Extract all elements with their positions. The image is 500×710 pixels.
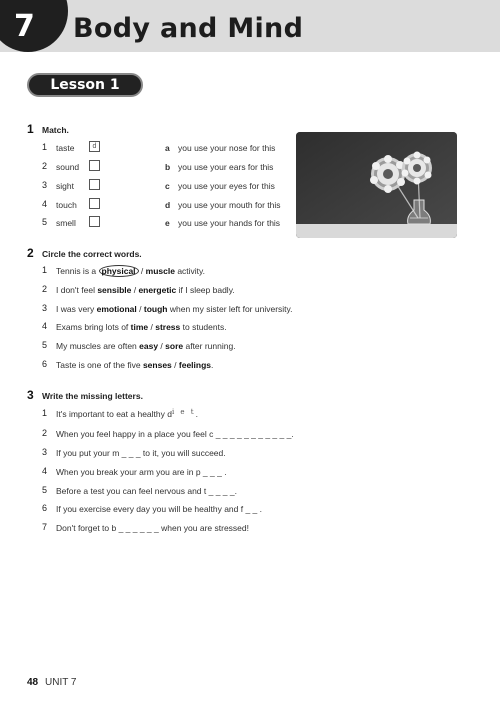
- answer-box[interactable]: d: [89, 141, 100, 152]
- sentence: [56, 266, 205, 276]
- item-number: 1: [42, 265, 48, 275]
- word-option[interactable]: sore: [165, 341, 184, 351]
- word-option[interactable]: sensible: [97, 285, 132, 295]
- flowers-vase-photo: [296, 132, 457, 238]
- sentence-text: .: [211, 360, 214, 370]
- separator: /: [158, 341, 166, 351]
- option-letter: b: [165, 162, 171, 172]
- item-number: 4: [42, 199, 48, 209]
- word-option[interactable]: stress: [155, 322, 181, 332]
- separator: /: [136, 304, 144, 314]
- separator: /: [138, 266, 146, 276]
- word-option[interactable]: tough: [143, 304, 168, 314]
- word-option[interactable]: senses: [142, 360, 172, 370]
- option-text: you use your hands for this: [178, 218, 281, 228]
- sentence: [56, 285, 235, 295]
- item-number: 2: [42, 428, 48, 438]
- sentence-text: if I sleep badly.: [176, 285, 235, 295]
- option-letter: e: [165, 218, 170, 228]
- sentence: [56, 322, 227, 332]
- page-number: 48: [27, 677, 39, 688]
- sentence-text: I don't feel: [56, 285, 98, 295]
- exercise-3-number: 3: [27, 388, 34, 402]
- separator: /: [148, 322, 156, 332]
- sentence-text: activity.: [174, 266, 206, 276]
- sentence: [56, 341, 236, 351]
- word-option[interactable]: emotional: [96, 304, 137, 314]
- item-number: 3: [42, 447, 48, 457]
- exercise-3-title: Write the missing letters.: [42, 391, 143, 401]
- sentence[interactable]: When you feel happy in a place you feel c _ _ _ _ _ _ _ _ _ _ _.: [56, 429, 294, 439]
- separator: /: [131, 285, 139, 295]
- option-text: you use your eyes for this: [178, 181, 275, 191]
- sentence-text: .: [195, 409, 198, 419]
- sentence[interactable]: Before a test you can feel nervous and t _ _ _ _.: [56, 486, 237, 496]
- item-number: 5: [42, 485, 48, 495]
- item-number: 5: [42, 340, 48, 350]
- option-text: you use your nose for this: [178, 143, 276, 153]
- answer-box[interactable]: [89, 179, 100, 190]
- exercise-2-title: Circle the correct words.: [42, 249, 142, 259]
- word-option[interactable]: easy: [139, 341, 159, 351]
- word-option[interactable]: physical: [99, 265, 139, 277]
- item-number: 6: [42, 359, 48, 369]
- option-letter: d: [165, 200, 171, 210]
- sentence-text: Tennis is a: [56, 266, 99, 276]
- sentence-text: after running.: [183, 341, 236, 351]
- sentence-text: It's important to eat a healthy d: [56, 409, 172, 419]
- word-option[interactable]: feelings: [178, 360, 212, 370]
- item-number: 2: [42, 161, 48, 171]
- sentence-text: Exams bring lots of: [56, 322, 131, 332]
- handwritten-answer: i e t: [171, 408, 196, 416]
- exercise-1-title: Match.: [42, 125, 69, 135]
- sentence: [56, 304, 293, 314]
- exercise-2-number: 2: [27, 246, 34, 260]
- item-number: 1: [42, 408, 48, 418]
- match-word: touch: [56, 200, 77, 210]
- item-number: 3: [42, 303, 48, 313]
- match-word: smell: [56, 218, 76, 228]
- item-number: 6: [42, 503, 48, 513]
- item-number: 4: [42, 466, 48, 476]
- sentence-text: Taste is one of the five: [56, 360, 143, 370]
- flowers-vase-image: [296, 132, 457, 238]
- answer-box[interactable]: [89, 216, 100, 227]
- option-letter: c: [165, 181, 170, 191]
- sentence-text: when my sister left for university.: [167, 304, 293, 314]
- sentence[interactable]: If you exercise every day you will be healthy and f _ _ .: [56, 504, 263, 514]
- match-word: sound: [56, 162, 80, 172]
- item-number: 5: [42, 217, 48, 227]
- answer-box[interactable]: [89, 160, 100, 171]
- item-number: 3: [42, 180, 48, 190]
- sentence: [56, 360, 213, 370]
- exercise-1-number: 1: [27, 122, 34, 136]
- sentence[interactable]: If you put your m _ _ _ to it, you will succeed.: [56, 448, 226, 458]
- sentence-text: My muscles are often: [56, 341, 140, 351]
- sentence-text: I was very: [56, 304, 97, 314]
- unit-number: 7: [14, 9, 35, 44]
- answer-box[interactable]: [89, 198, 100, 209]
- item-number: 7: [42, 522, 48, 532]
- option-letter: a: [165, 143, 170, 153]
- separator: /: [171, 360, 179, 370]
- word-option[interactable]: time: [130, 322, 149, 332]
- lesson-label: Lesson 1: [27, 73, 143, 97]
- sentence[interactable]: Don't forget to b _ _ _ _ _ _ when you are stressed!: [56, 523, 249, 533]
- unit-header: [0, 0, 500, 52]
- sentence[interactable]: [56, 409, 198, 419]
- item-number: 1: [42, 142, 48, 152]
- sentence-text: to students.: [180, 322, 227, 332]
- item-number: 4: [42, 321, 48, 331]
- word-option[interactable]: energetic: [138, 285, 177, 295]
- unit-title: Body and Mind: [73, 13, 304, 44]
- sentence[interactable]: When you break your arm you are in p _ _ _ .: [56, 467, 227, 477]
- option-text: you use your ears for this: [178, 162, 274, 172]
- item-number: 2: [42, 284, 48, 294]
- option-text: you use your mouth for this: [178, 200, 281, 210]
- match-word: sight: [56, 181, 74, 191]
- footer-unit-label: UNIT 7: [45, 677, 77, 688]
- word-option[interactable]: muscle: [145, 266, 175, 276]
- match-word: taste: [56, 143, 75, 153]
